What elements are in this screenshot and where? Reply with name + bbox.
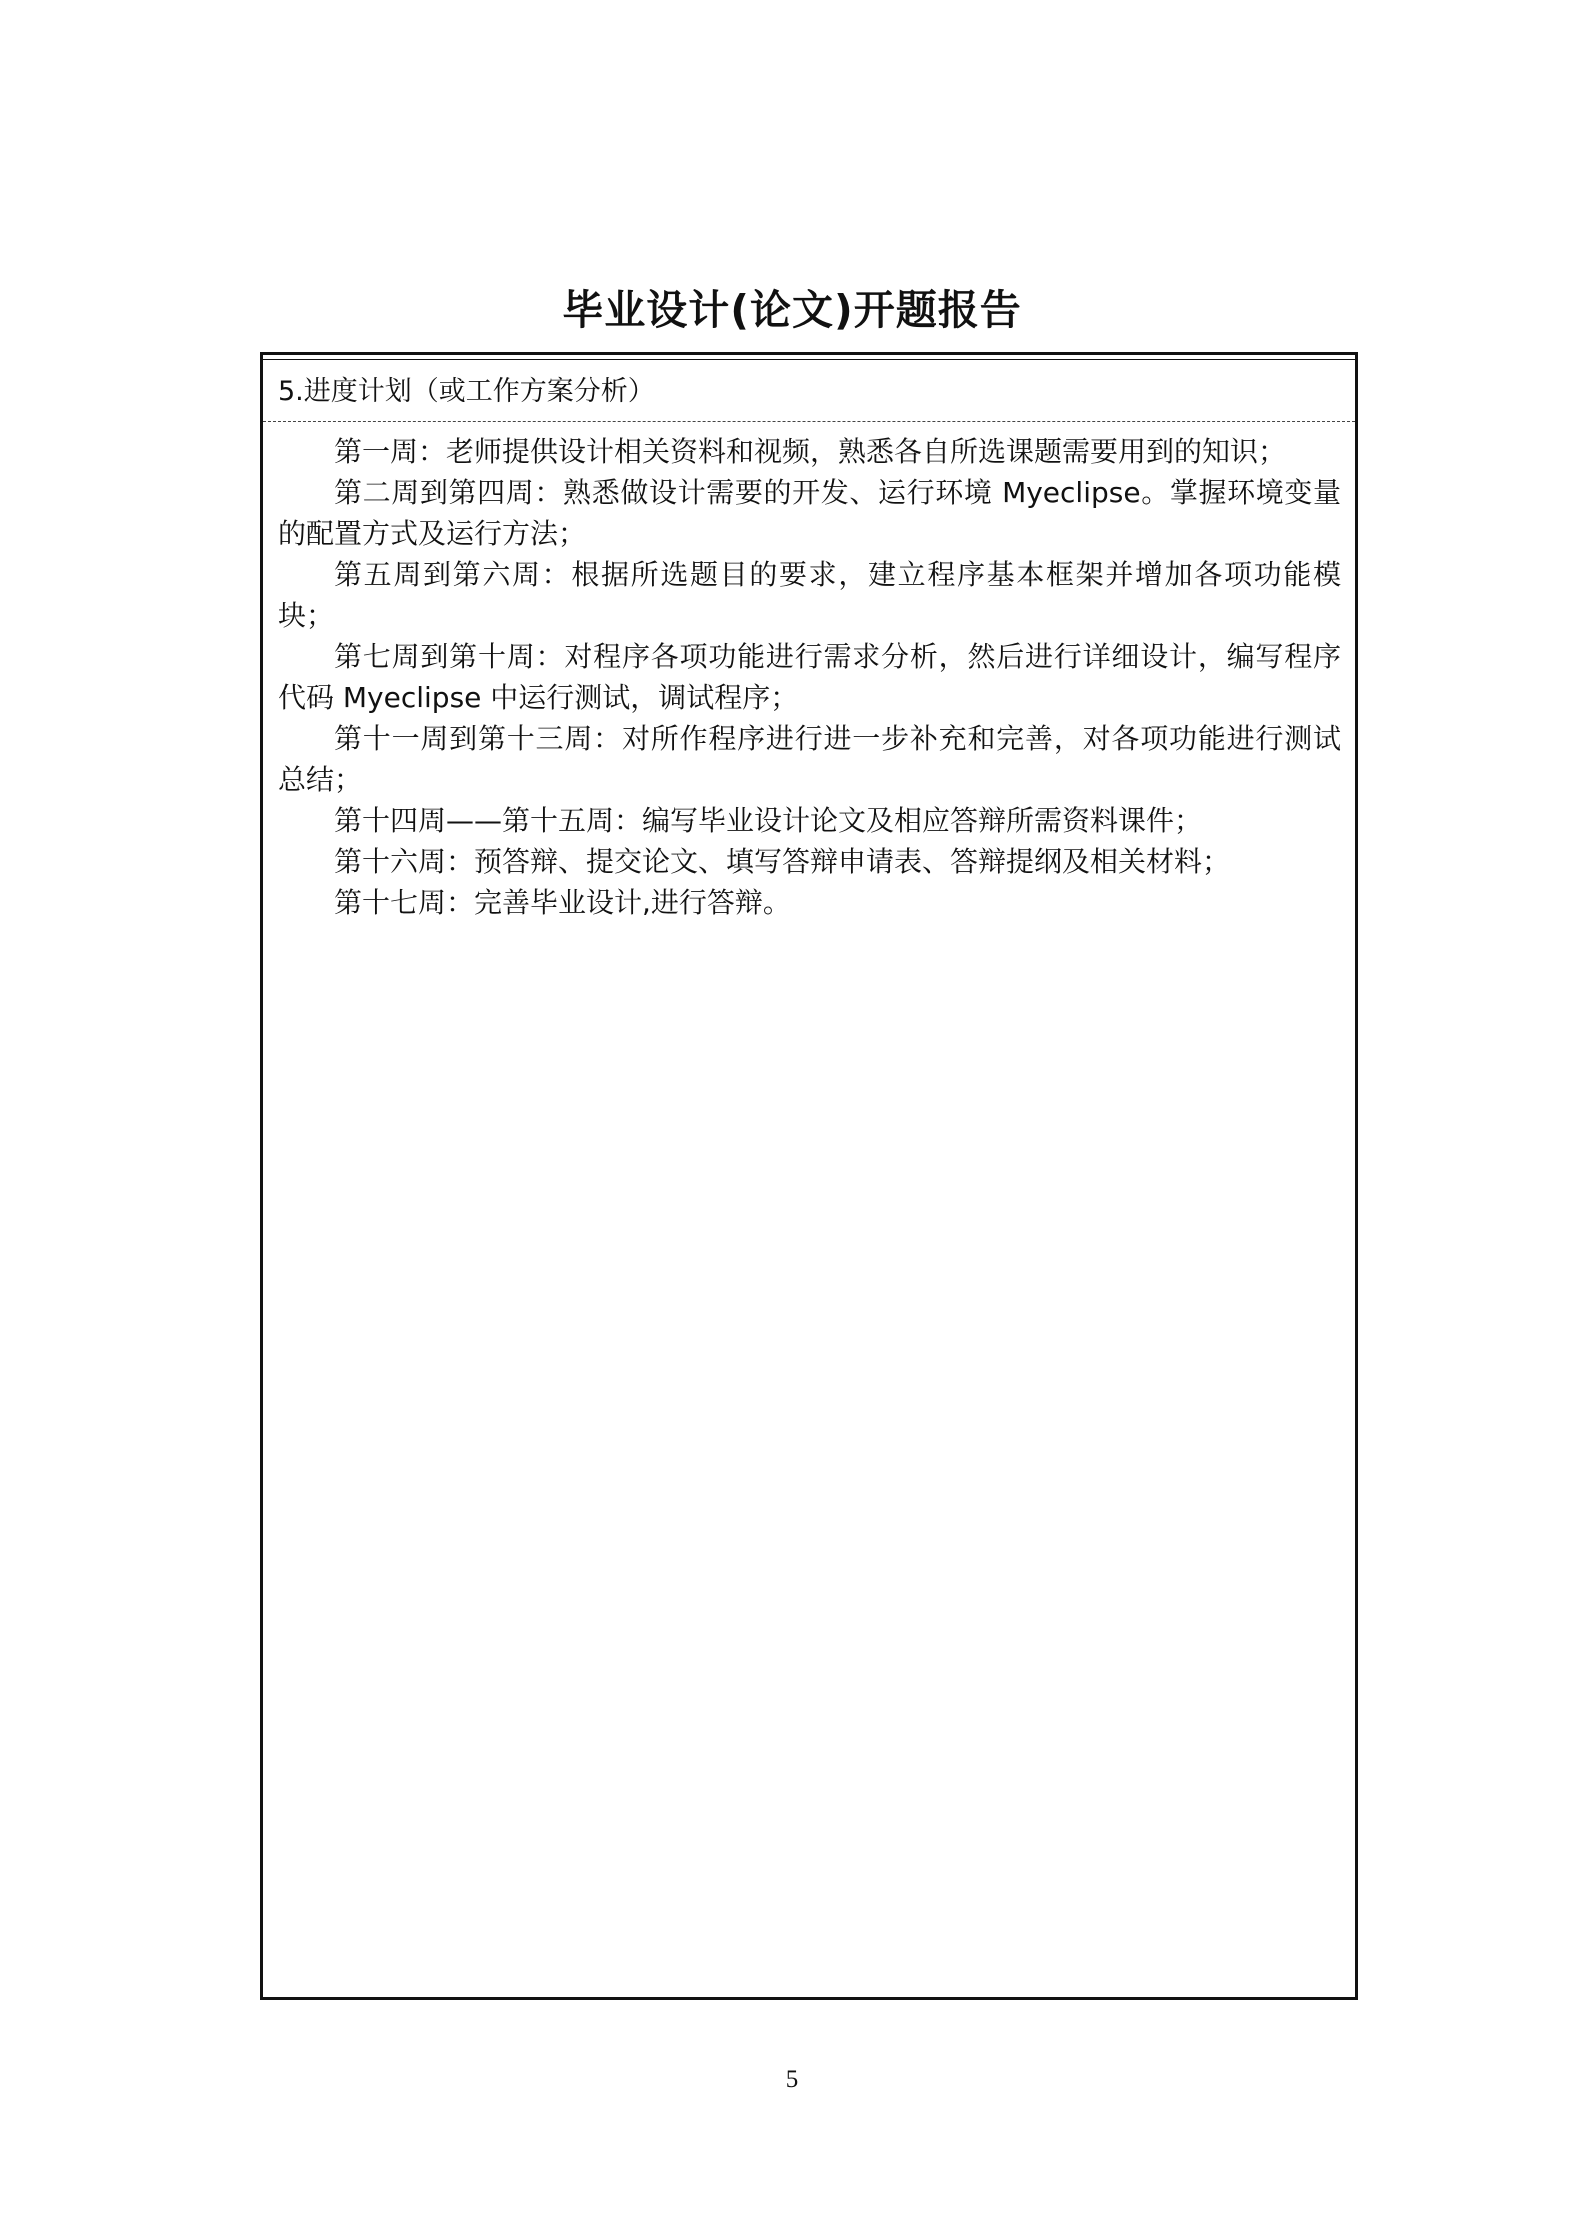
plan-item-week-2-4: 第二周到第四周：熟悉做设计需要的开发、运行环境 Myeclipse。掌握环境变量的配置方式及运行方法； xyxy=(278,476,1341,550)
plan-item-week-14-15: 第十四周——第十五周：编写毕业设计论文及相应答辩所需资料课件； xyxy=(334,804,1203,837)
plan-item-week-11-13: 第十一周到第十三周：对所作程序进行进一步补充和完善，对各项功能进行测试总结； xyxy=(278,722,1341,796)
plan-body xyxy=(278,431,1341,923)
plan-item-week-7-10: 第七周到第十周：对程序各项功能进行需求分析，然后进行详细设计，编写程序代码 Myeclipse 中运行测试，调试程序； xyxy=(278,640,1341,714)
progress-plan-table xyxy=(260,352,1358,2000)
page-title: 毕业设计(论文)开题报告 xyxy=(562,286,1022,334)
plan-item-week-17: 第十七周：完善毕业设计,进行答辩。 xyxy=(334,886,791,919)
section-heading: 5.进度计划（或工作方案分析） xyxy=(263,362,1355,422)
page-number: 5 xyxy=(785,2066,799,2093)
plan-item-week-16: 第十六周：预答辩、提交论文、填写答辩申请表、答辩提纲及相关材料； xyxy=(334,845,1231,878)
plan-item-week-1: 第一周：老师提供设计相关资料和视频，熟悉各自所选课题需要用到的知识； xyxy=(334,435,1287,468)
plan-item-week-5-6: 第五周到第六周：根据所选题目的要求，建立程序基本框架并增加各项功能模块； xyxy=(278,558,1341,632)
